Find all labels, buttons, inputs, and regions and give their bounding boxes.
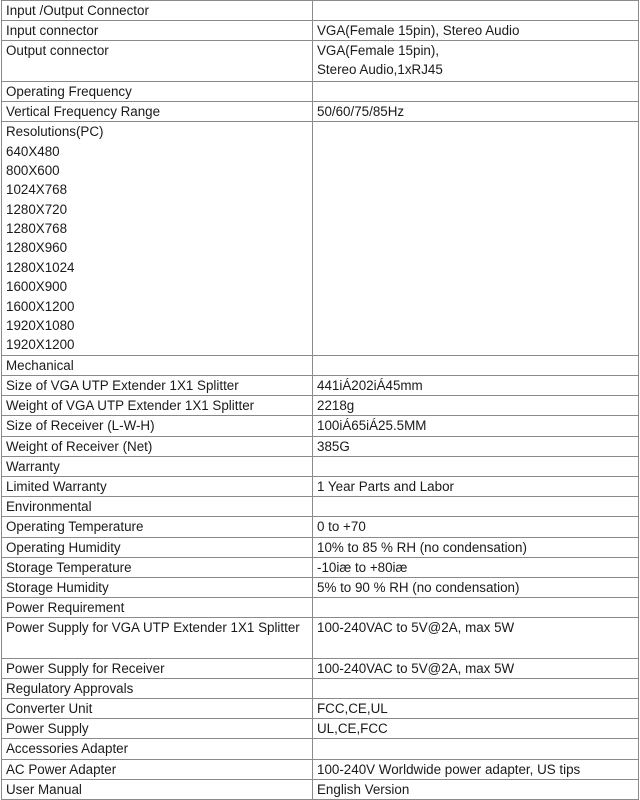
section-label: Accessories Adapter [2, 739, 313, 759]
resolution-item: 1280X768 [6, 221, 68, 237]
empty-cell [313, 122, 639, 356]
spec-label: Storage Humidity [2, 577, 313, 597]
spec-value-line: Stereo Audio,1xRJ45 [317, 62, 443, 78]
spec-label: Power Supply for Receiver [2, 658, 313, 678]
spec-label: Size of Receiver (L-W-H) [2, 416, 313, 436]
empty-cell [313, 497, 639, 517]
spec-row-output [2, 41, 639, 81]
section-label: Mechanical [2, 355, 313, 375]
spec-label: User Manual [2, 779, 313, 799]
section-label: Power Requirement [2, 598, 313, 618]
spec-row-power-supply [2, 719, 639, 739]
spec-label: Power Supply [2, 719, 313, 739]
spec-row-weight-splitter [2, 396, 639, 416]
spec-value: 100-240V Worldwide power adapter, US tips [313, 759, 639, 779]
spec-row-vfreq [2, 101, 639, 121]
spec-row-ps-splitter [2, 618, 639, 658]
spec-value: 385G [313, 436, 639, 456]
empty-cell [313, 739, 639, 759]
spec-label: Size of VGA UTP Extender 1X1 Splitter [2, 376, 313, 396]
spec-row-storage-temp [2, 557, 639, 577]
spec-row-size-splitter [2, 376, 639, 396]
section-label: Operating Frequency [2, 81, 313, 101]
spec-row-storage-humidity [2, 577, 639, 597]
empty-cell [313, 355, 639, 375]
section-row-warranty [2, 456, 639, 476]
spec-row-op-humidity [2, 537, 639, 557]
spec-row-limited-warranty [2, 476, 639, 496]
section-row-accessories [2, 739, 639, 759]
spec-label: Operating Temperature [2, 517, 313, 537]
section-row-mechanical [2, 355, 639, 375]
resolution-item: 1280X1024 [6, 259, 75, 275]
spec-label: Limited Warranty [2, 476, 313, 496]
resolution-item: 1024X768 [6, 182, 68, 198]
spec-value: 2218g [313, 396, 639, 416]
empty-cell [313, 456, 639, 476]
spec-value [313, 41, 639, 81]
empty-cell [313, 598, 639, 618]
spec-row-op-temp [2, 517, 639, 537]
spec-value: 10% to 85 % RH (no condensation) [313, 537, 639, 557]
section-row-environmental [2, 497, 639, 517]
resolution-item: 1920X1200 [6, 337, 75, 353]
section-row-io [2, 1, 639, 21]
section-label: Environmental [2, 497, 313, 517]
spec-value: 1 Year Parts and Labor [313, 476, 639, 496]
spec-value: 100iÁ65iÁ25.5MM [313, 416, 639, 436]
spec-row-user-manual [2, 779, 639, 799]
spec-value: 50/60/75/85Hz [313, 101, 639, 121]
spec-value-line: VGA(Female 15pin), [317, 43, 440, 59]
section-row-frequency [2, 81, 639, 101]
spec-label: Power Supply for VGA UTP Extender 1X1 Splitter [2, 618, 313, 658]
resolution-item: 1280X960 [6, 240, 68, 256]
spec-row-ac-adapter [2, 759, 639, 779]
empty-cell [313, 678, 639, 698]
spec-value: 100-240VAC to 5V@2A, max 5W [313, 658, 639, 678]
spec-label: Weight of VGA UTP Extender 1X1 Splitter [2, 396, 313, 416]
empty-cell [313, 81, 639, 101]
resolution-item: 640X480 [6, 143, 60, 159]
spec-value: 100-240VAC to 5V@2A, max 5W [313, 618, 639, 658]
section-label: Input /Output Connector [2, 1, 313, 21]
resolution-item: 1600X900 [6, 279, 68, 295]
section-row-regulatory [2, 678, 639, 698]
section-row-power [2, 598, 639, 618]
resolution-item: 1600X1200 [6, 298, 75, 314]
spec-value: 0 to +70 [313, 517, 639, 537]
spec-value: 441iÁ202iÁ45mm [313, 376, 639, 396]
spec-value: -10iæ to +80iæ [313, 557, 639, 577]
resolution-item: 1920X1080 [6, 318, 75, 334]
section-row-resolutions [2, 122, 639, 356]
spec-row-input [2, 21, 639, 41]
spec-label: Storage Temperature [2, 557, 313, 577]
spec-value: FCC,CE,UL [313, 699, 639, 719]
section-label: Regulatory Approvals [2, 678, 313, 698]
spec-value: English Version [313, 779, 639, 799]
section-label: Resolutions(PC) [6, 124, 104, 140]
spec-label: Input connector [2, 21, 313, 41]
spec-value: 5% to 90 % RH (no condensation) [313, 577, 639, 597]
resolutions-cell [2, 122, 313, 356]
spec-label: Converter Unit [2, 699, 313, 719]
spec-row-size-receiver [2, 416, 639, 436]
section-label: Warranty [2, 456, 313, 476]
spec-label: Weight of Receiver (Net) [2, 436, 313, 456]
spec-label: Output connector [2, 41, 313, 81]
resolution-item: 800X600 [6, 162, 60, 178]
spec-value: UL,CE,FCC [313, 719, 639, 739]
spec-row-weight-receiver [2, 436, 639, 456]
spec-label: Vertical Frequency Range [2, 101, 313, 121]
spec-row-ps-receiver [2, 658, 639, 678]
spec-table [1, 0, 639, 800]
spec-row-converter [2, 699, 639, 719]
spec-label: AC Power Adapter [2, 759, 313, 779]
empty-cell [313, 1, 639, 21]
spec-label: Operating Humidity [2, 537, 313, 557]
spec-value: VGA(Female 15pin), Stereo Audio [313, 21, 639, 41]
resolution-item: 1280X720 [6, 201, 68, 217]
